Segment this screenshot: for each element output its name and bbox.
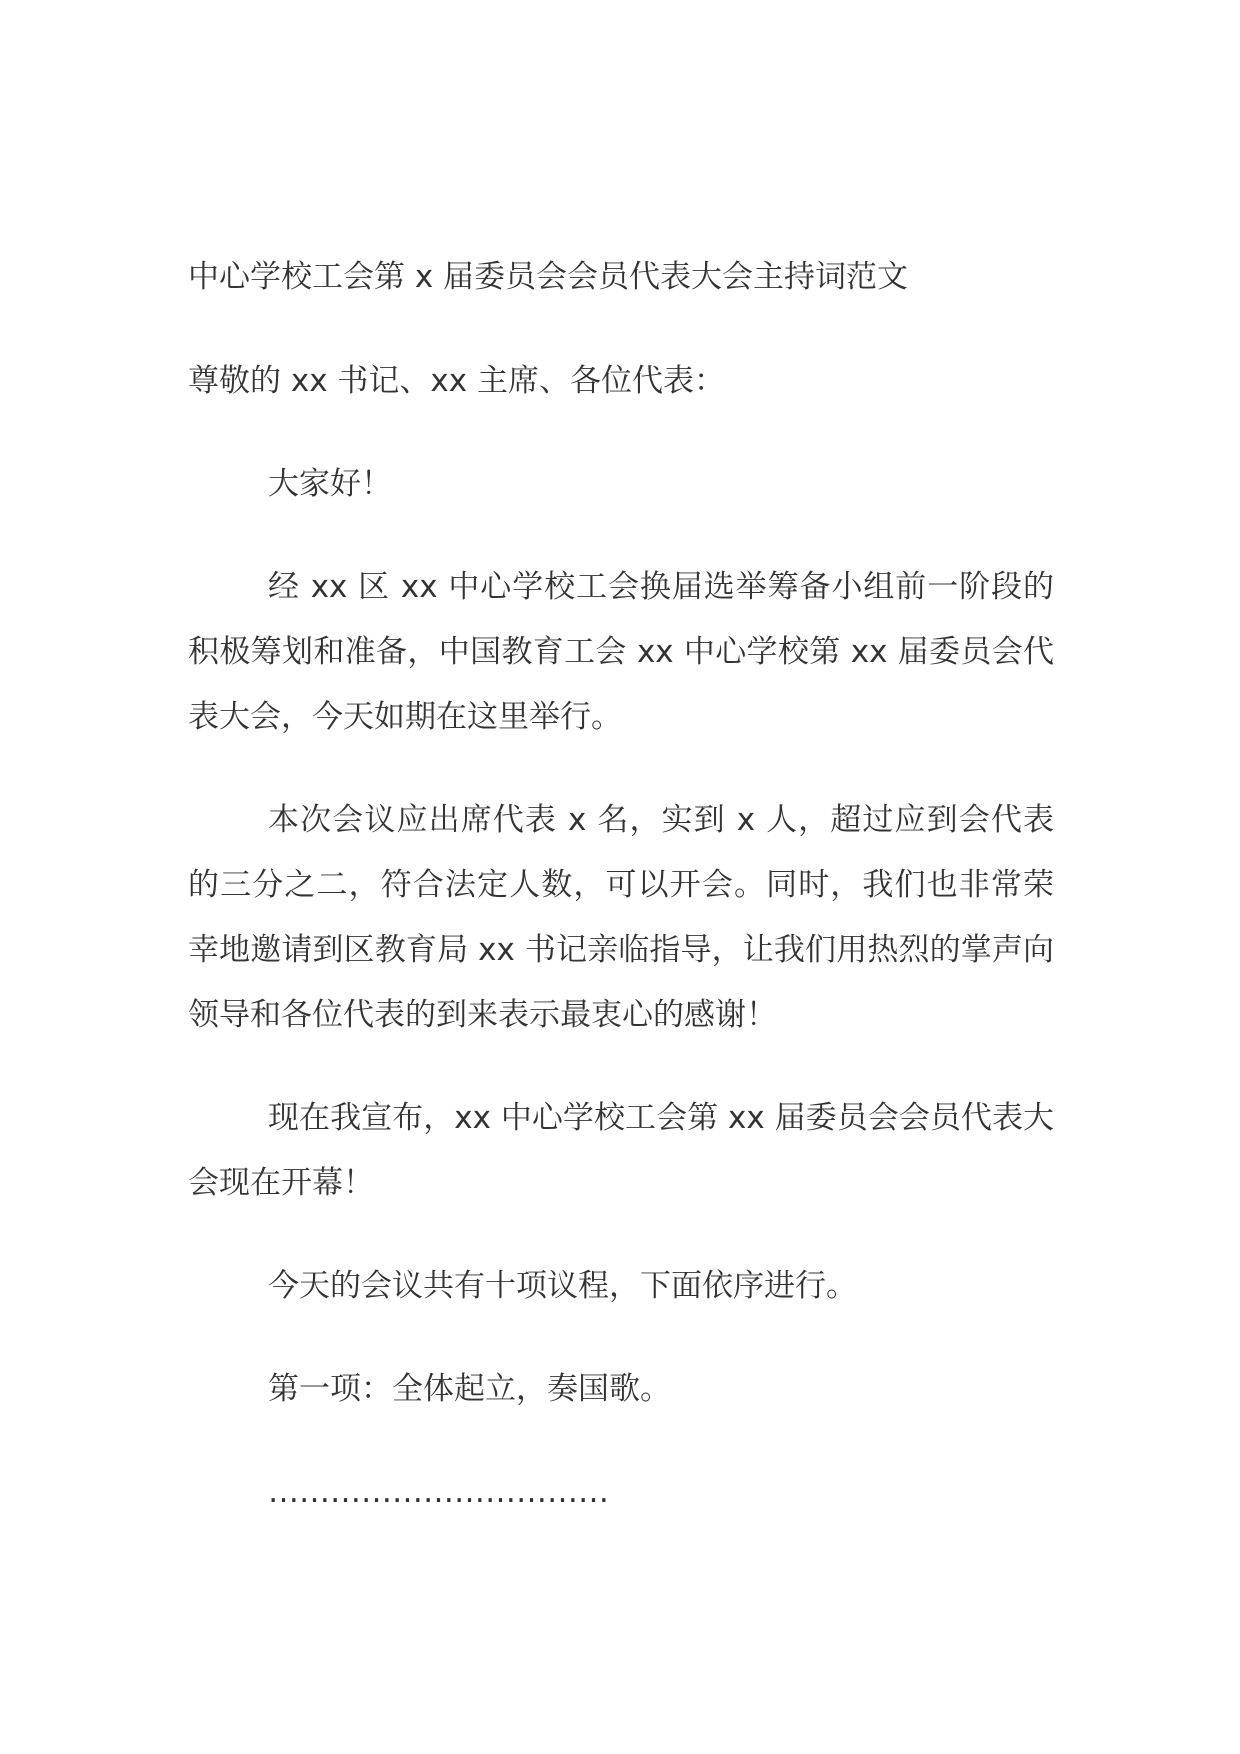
paragraph-greeting: 大家好！ (268, 466, 392, 502)
ellipsis-line: …………………………… (268, 1474, 609, 1510)
paragraph-preparation: 经 xx 区 xx 中心学校工会换届选举筹备小组前一阶段的积极筹划和准备，中国教育工会 xx 中心学校第 xx 届委员会代表大会，今天如期在这里举行。 (188, 569, 1054, 735)
paragraph-opening: 现在我宣布，xx 中心学校工会第 xx 届委员会会员代表大会现在开幕！ (188, 1100, 1054, 1201)
salutation: 尊敬的 xx 书记、xx 主席、各位代表： (188, 363, 725, 399)
paragraph-agenda: 今天的会议共有十项议程，下面依序进行。 (268, 1268, 857, 1304)
document-body (188, 245, 1054, 1525)
document-title: 中心学校工会第 x 届委员会会员代表大会主持词范文 (188, 259, 909, 295)
paragraph-item-one: 第一项：全体起立，奏国歌。 (268, 1371, 671, 1407)
paragraph-attendance: 本次会议应出席代表 x 名，实到 x 人，超过应到会代表的三分之二，符合法定人数，可以开会。同时，我们也非常荣幸地邀请到区教育局 xx 书记亲临指导，让我们用热烈的掌声向领导和各位代表的到来表示最衷心的感谢！ (188, 802, 1054, 1033)
